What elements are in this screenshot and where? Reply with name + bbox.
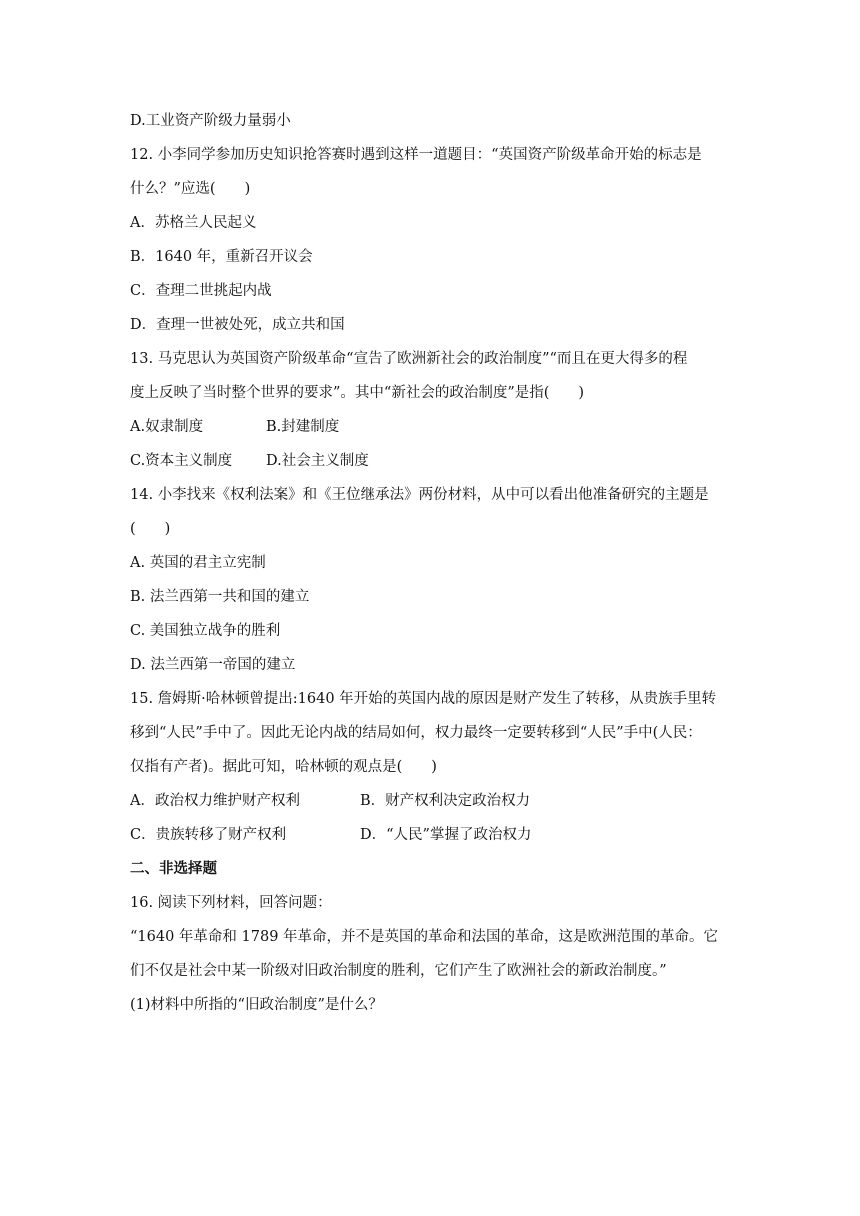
q12-option-d: D．查理一世被处死，成立共和国 xyxy=(130,317,345,333)
q14-option-d: D. 法兰西第一帝国的建立 xyxy=(130,657,296,673)
q14-stem-line2: ( ) xyxy=(130,521,171,537)
q12-option-a: A．苏格兰人民起义 xyxy=(130,215,257,231)
q15-stem-line3: 仅指有产者)。据此可知，哈林顿的观点是( ) xyxy=(130,759,437,775)
q13-option-a: A.奴隶制度 xyxy=(130,419,204,435)
q12-option-b: B．1640 年，重新召开议会 xyxy=(130,249,313,265)
q14-option-a: A. 英国的君主立宪制 xyxy=(130,555,266,571)
q15-option-a: A．政治权力维护财产权利 xyxy=(130,793,300,809)
q14-option-b: B. 法兰西第一共和国的建立 xyxy=(130,589,310,605)
q16-subquestion-1: (1)材料中所指的“旧政治制度”是什么？ xyxy=(130,997,383,1013)
q16-material-line2: 们不仅是社会中某一阶级对旧政治制度的胜利，它们产生了欧洲社会的新政治制度。” xyxy=(130,963,667,979)
q15-option-c: C．贵族转移了财产权利 xyxy=(130,827,287,843)
q15-option-b: B．财产权利决定政治权力 xyxy=(360,793,531,809)
q12-stem-line2: 什么？”应选( ) xyxy=(130,181,251,197)
q13-stem-line2: 度上反映了当时整个世界的要求”。其中“新社会的政治制度”是指( ) xyxy=(130,385,585,401)
q13-option-b: B.封建制度 xyxy=(266,419,340,435)
q13-option-c: C.资本主义制度 xyxy=(130,453,233,469)
q12-option-c: C．查理二世挑起内战 xyxy=(130,283,272,299)
q13-option-d: D.社会主义制度 xyxy=(266,453,369,469)
q14-stem-line1: 14. 小李找来《权利法案》和《王位继承法》两份材料，从中可以看出他准备研究的主题是 xyxy=(130,487,709,503)
section-heading-nonchoice: 二、非选择题 xyxy=(130,860,217,877)
q16-stem: 16. 阅读下列材料，回答问题： xyxy=(130,895,332,911)
q11-option-d: D.工业资产阶级力量弱小 xyxy=(130,113,291,129)
q15-stem-line2: 移到“人民”手中了。因此无论内战的结局如何，权力最终一定要转移到“人民”手中(人民： xyxy=(130,725,702,741)
q16-material-line1: “1640 年革命和 1789 年革命，并不是英国的革命和法国的革命，这是欧洲范围的革命。它 xyxy=(130,929,719,945)
q15-stem-line1: 15. 詹姆斯·哈林顿曾提出:1640 年开始的英国内战的原因是财产发生了转移，从贵族手里转 xyxy=(130,691,717,707)
q13-stem-line1: 13. 马克思认为英国资产阶级革命“宣告了欧洲新社会的政治制度”“而且在更大得多的程 xyxy=(130,351,688,367)
q14-option-c: C. 美国独立战争的胜利 xyxy=(130,623,281,639)
q12-stem-line1: 12. 小李同学参加历史知识抢答赛时遇到这样一道题目：“英国资产阶级革命开始的标志是 xyxy=(130,147,702,163)
q15-option-d: D．“人民”掌握了政治权力 xyxy=(360,827,532,843)
